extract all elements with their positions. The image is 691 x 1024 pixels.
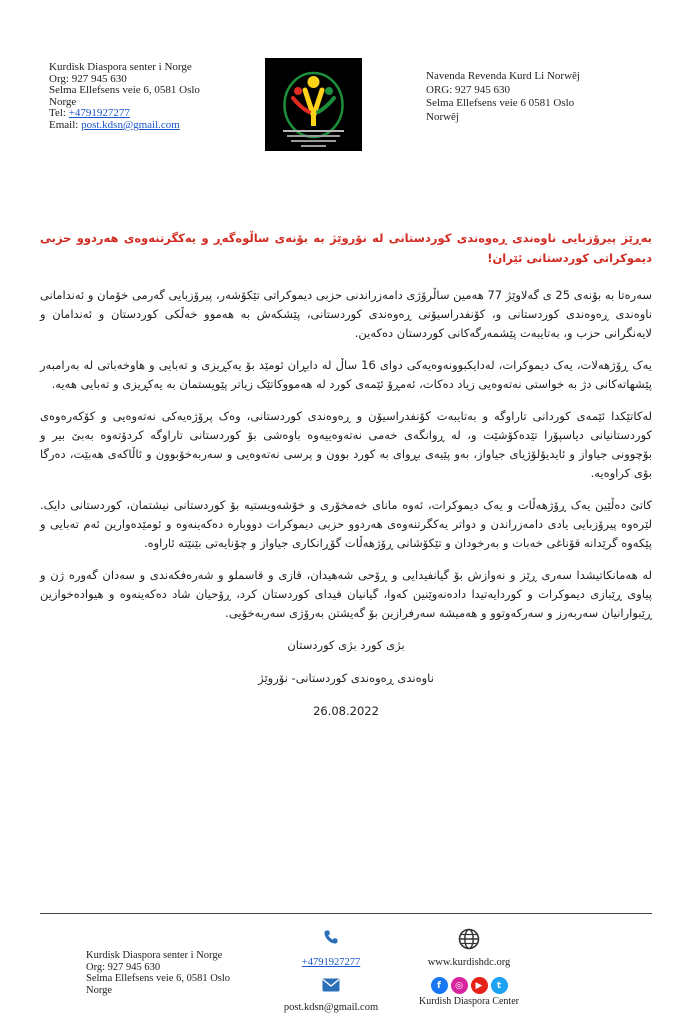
footer-contact-center bbox=[276, 929, 386, 1013]
footer-country: Norge bbox=[86, 984, 113, 996]
mail-icon bbox=[322, 978, 340, 992]
header-tel-label: Tel: bbox=[49, 107, 69, 120]
header-org-name: Kurdisk Diaspora senter i Norge bbox=[49, 61, 192, 73]
youtube-icon[interactable]: ▶ bbox=[471, 977, 488, 994]
closing-slogan: بژی کورد بژی کوردستان bbox=[287, 638, 405, 652]
header-country: Norge bbox=[49, 95, 77, 108]
phone-icon bbox=[323, 929, 339, 945]
paragraph-4: کاتێ دەڵێین یەک ڕۆژهەڵات و یەک دیموکرات، ئەوە مانای خەمخۆری و خۆشەویستیە بۆ کوردستانی نیشتمان، کوردستانی دایک. لێرەوە پیرۆزبایی یادی دامەزراندن و دواتر یەکگرتنەوەی هەردوو حزبی دیموکرات دووبارە دەکەینەوە و ئومێدەوارین ئەم تەبایی و پێکەوە گرێدانە قۆناغی خەبات و بەرخودان و تێکۆشانی ڕۆژهەڵات گۆڕانکاری جیاواز و چۆنایەتی بێنێتە ئاراوە. bbox=[40, 498, 652, 550]
instagram-icon[interactable]: ◎ bbox=[451, 977, 468, 994]
globe-icon bbox=[458, 928, 480, 950]
header-email-link[interactable]: post.kdsn@gmail.com bbox=[81, 118, 180, 131]
letter-title: بەڕێز پیرۆزبایی ناوەندی ڕەوەندی کوردستانی لە نۆروێژ بە بۆنەی ساڵوەگەڕ و یەکگرتنەوەی هەردوو حزبی دیموکراتی کوردستانی ئێران! bbox=[40, 231, 652, 265]
footer-org-number: Org: 927 945 630 bbox=[86, 961, 161, 973]
footer-left-contact bbox=[86, 950, 286, 996]
facebook-icon[interactable]: f bbox=[431, 977, 448, 994]
footer-address: Selma Ellefsens veie 6, 0581 Oslo bbox=[86, 973, 231, 984]
letter-date: 26.08.2022 bbox=[313, 704, 379, 718]
signature: ناوەندی ڕەوەندی کوردستانی- نۆروێژ bbox=[258, 671, 434, 685]
footer-divider bbox=[40, 913, 652, 914]
organization-logo bbox=[265, 58, 362, 151]
twitter-icon[interactable]: t bbox=[491, 977, 508, 994]
header-right-org-number: ORG: 927 945 630 bbox=[426, 83, 511, 96]
header-email-label: Email: bbox=[49, 118, 82, 131]
header-right-contact bbox=[426, 70, 596, 124]
header-org-number: Org: 927 945 630 bbox=[49, 72, 127, 85]
social-icons bbox=[404, 977, 534, 994]
footer-website-link[interactable]: www.kurdishdc.org bbox=[427, 957, 511, 968]
header-address: Selma Ellefsens veie 6, 0581 Oslo bbox=[49, 84, 200, 97]
footer-brand-name: Kurdish Diaspora Center bbox=[419, 996, 519, 1007]
header-left-contact bbox=[49, 62, 249, 132]
footer-email[interactable]: post.kdsn@gmail.com bbox=[283, 1002, 379, 1013]
paragraph-5: لە هەمانکاتیشدا سەری ڕێز و نەوازش بۆ گیانفیدایی و ڕۆحی شەهیدان، قازی و قاسملو و شەرەفکەندی و سەدان گەورە ژن و پیاوی ڕێبازی دیموکرات و کوردایەتیدا دادەنەوێنین کەوا، گیانیان فیدای کوردستان کرد، ڕۆحیان شاد دەکەینەوە و هیوادەخوازین ڕێبوارانیان سەربەرز و سەرکەوتوو و هەمیشە سەرفرازین بۆ گەیشتن بەرۆژی سەربەخۆیی. bbox=[40, 568, 652, 620]
header-right-country: Norwêj bbox=[426, 110, 459, 123]
header-email-line bbox=[49, 120, 249, 132]
paragraph-2: یەک ڕۆژهەلات، یەک دیموکرات، لەدایکبوونەوەیەکی دوای 16 ساڵ لە دابڕان ئومێد بۆ یەکڕیزی و تەبایی و هاوخەباتی لە بەرامبەر پێشهاتەکانی دژ بە خواستی نەتەوەیی زیاد دەکات، ئەمڕۆ ئێمەی کورد لە هەمووکاتێک زیاتر پێویستمان بە یەکڕیزی و تەبایی هەیە. bbox=[40, 358, 652, 391]
footer-phone-link[interactable]: +4791927277 bbox=[301, 957, 361, 968]
paragraph-3: لەکاتێکدا ئێمەی کوردانی تاراوگە و بەتایبەت کۆنفدراسیۆن و ڕەوەندی کوردستانی، وەک پرۆژەیەکی نەتەوەیی و کۆکەرەوەی کوردستانیانی دیاسپۆرا تێدەکۆشێت و، لە ڕوانگەی خەمی نەتەوەییەوە باوەشی بۆ کوردستانی تاراوگە کردۆتەوە بەبێ بیر و بۆچوونی جیاواز و ئایدیۆلۆژیای جیاواز، بەو پێیەی بڕوای بە کورد بوون و پرسی نەتەوەیی و سەربەخۆبوون و ئاڵاکەی هەبێت، دەرگا بۆی کراوەیە. bbox=[40, 409, 652, 480]
footer-web-social bbox=[404, 928, 534, 1007]
letter-body bbox=[40, 228, 652, 721]
footer-org-name: Kurdisk Diaspora senter i Norge bbox=[86, 950, 223, 961]
header-right-address: Selma Ellefsens veie 6 0581 Oslo bbox=[426, 97, 575, 109]
header-right-org-name: Navenda Revenda Kurd Li Norwêj bbox=[426, 70, 580, 82]
paragraph-1: سەرەتا بە بۆنەی 25 ی گەلاوێژ 77 هەمین ساڵرۆژی دامەزراندنی حزبی دیموکراتی تێکۆشەر، پیرۆزبایی گەرمی خۆمان و ئەندامانی ناوەندی ڕەوەندی کوردستانی و، کۆنفدراسیۆنی ڕەوەندی کوردستانی، پێشکەش بە هەموو خەڵکی کوردستان و ئەندامان و لایەنگرانی حزب و، بەتایبەت پێشمەرگەکانی کوردستان دەکەین. bbox=[40, 288, 652, 340]
header-tel-link[interactable]: +4791927277 bbox=[68, 107, 130, 120]
logo-graphic bbox=[265, 58, 362, 151]
